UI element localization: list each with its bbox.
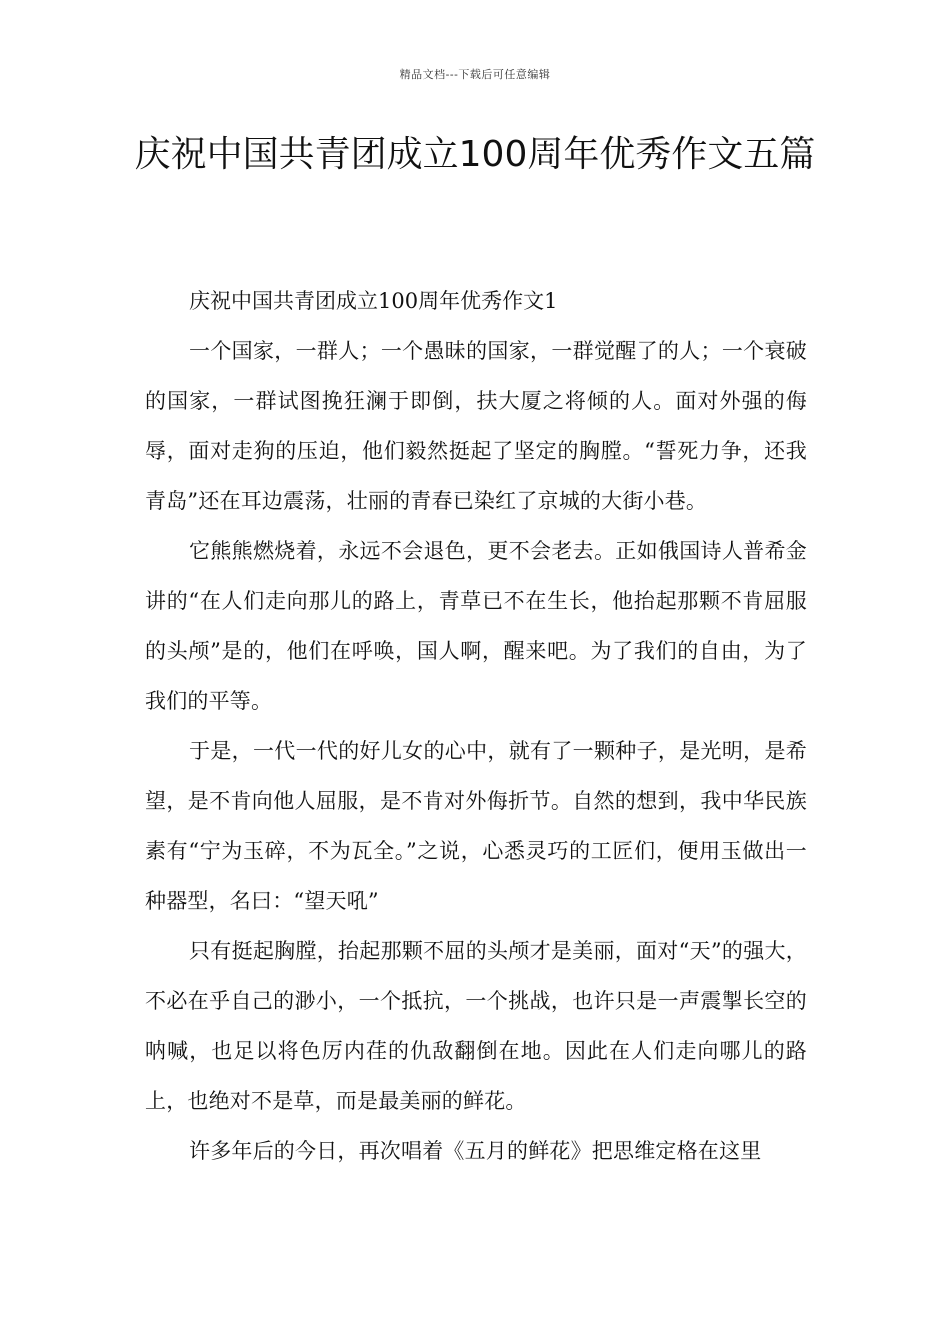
- essay-subtitle: 庆祝中国共青团成立100周年优秀作文1: [189, 289, 558, 313]
- paragraph-3: 于是，一代一代的好儿女的心中，就有了一颗种子，是光明，是希望，是不肯向他人屈服，是不肯对外侮折节。自然的想到，我中华民族素有“宁为玉碎，不为瓦全。”之说，心悉灵巧的工匠们，便用玉做出一种器型，名曰：“望天吼”: [145, 739, 807, 913]
- paragraph-4: 只有挺起胸膛，抬起那颗不屈的头颅才是美丽，面对“天”的强大，不必在乎自己的渺小，一个抵抗，一个挑战，也许只是一声震掣长空的呐喊，也足以将色厉内荏的仇敌翻倒在地。因此在人们走向哪儿的路上，也绝对不是草，而是最美丽的鲜花。: [145, 939, 807, 1113]
- document-body: [145, 276, 807, 1176]
- header-note: 精品文档---下载后可任意编辑: [399, 68, 551, 81]
- paragraph-5: 许多年后的今日，再次唱着《五月的鲜花》把思维定格在这里: [189, 1139, 762, 1163]
- document-title: 庆祝中国共青团成立100周年优秀作文五篇: [134, 134, 816, 175]
- paragraph-2: 它熊熊燃烧着，永远不会退色，更不会老去。正如俄国诗人普希金讲的“在人们走向那儿的路上，青草已不在生长，他抬起那颗不肯屈服的头颅”是的，他们在呼唤，国人啊，醒来吧。为了我们的自由，为了我们的平等。: [145, 539, 807, 713]
- paragraph-1: 一个国家，一群人；一个愚昧的国家，一群觉醒了的人；一个衰破的国家，一群试图挽狂澜于即倒，扶大厦之将倾的人。面对外强的侮辱，面对走狗的压迫，他们毅然挺起了坚定的胸膛。“誓死力争，还我青岛”还在耳边震荡，壮丽的青春已染红了京城的大街小巷。: [145, 339, 807, 513]
